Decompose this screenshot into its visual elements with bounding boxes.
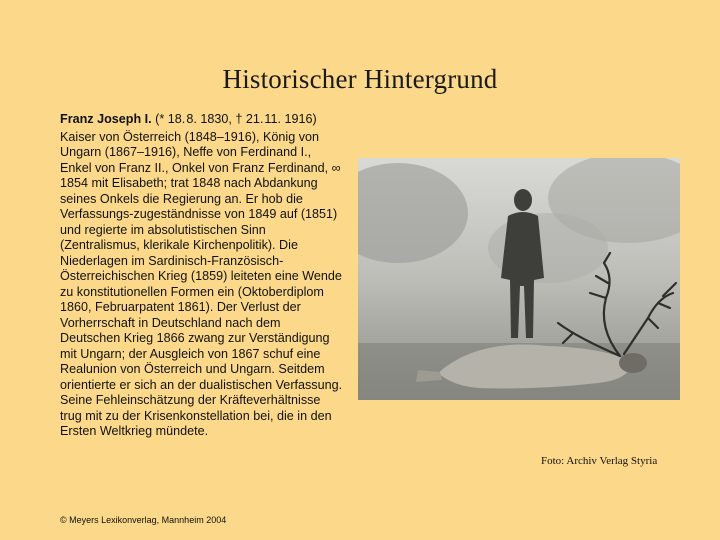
copyright-footer: © Meyers Lexikonverlag, Mannheim 2004: [60, 515, 227, 525]
photo-caption: Foto: Archiv Verlag Styria: [541, 455, 658, 467]
slide-title: Historischer Hintergrund: [222, 64, 498, 94]
intro-line: [60, 112, 344, 128]
life-dates: (* 18. 8. 1830, † 21. 11. 1916): [151, 112, 317, 126]
biography-paragraph: Kaiser von Österreich (1848–1916), König von Ungarn (1867–1916), Neffe von Ferdinand I., Enkel von Franz II., Onkel von Franz Ferdinand, ∞ 1854 mit Elisabeth; trat 1848 nach Abdankung seines Onkels die Regierung an. Er hob die Verfassungs-zugeständnisse von 1849 auf (1851) und regierte im absolutistischen Sinn (Zentralismus, klerikale Kirchenpolitik). Die Niederlagen im Sardinisch-Französisch-Österreichischen Krieg (1859) leiteten eine Wende zu konstitutionellen Formen ein (Oktoberdiplom 1860, Februarpatent 1861). Der Verlust der Vorherrschaft in Deutschland nach dem Deutschen Krieg 1866 zwang zur Verständigung mit Ungarn; der Ausgleich von 1867 schuf eine Realunion von Österreich und Ungarn. Seitdem orientierte er sich an der dualistischen Verfassung. Seine Fehleinschätzung der Kräfteverhältnisse trug mit zu der Krisenkonstellation bei, die in den Ersten Weltkrieg mündete.: [60, 129, 343, 438]
historical-photo: [358, 158, 680, 400]
body-text: [60, 112, 344, 442]
emperor-name: Franz Joseph I.: [60, 112, 152, 126]
